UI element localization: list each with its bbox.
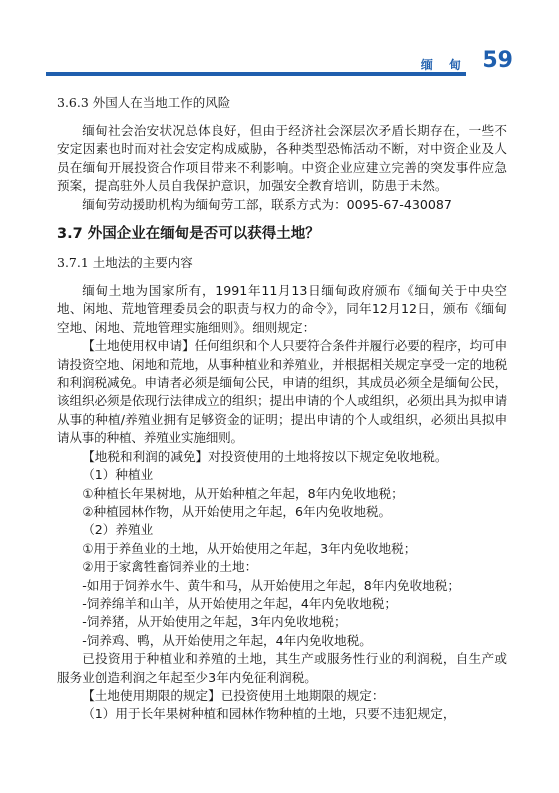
list-item-cattle: -如用于饲养水牛、黄牛和马，从开始使用之年起，8年内免收地税； — [82, 577, 460, 593]
list-item-sheep: -饲养绵羊和山羊，从开始使用之年起，4年内免收地税； — [82, 595, 397, 611]
list-item-fruit-trees: ①种植长年果树地，从开始种植之年起，8年内免收地税； — [82, 485, 404, 501]
paragraph-labor-contact: 缅甸劳动援助机构为缅甸劳工部，联系方式为：0095-67-430087 — [82, 196, 452, 212]
heading-3-6-3: 3.6.3 外国人在当地工作的风险 — [57, 95, 231, 110]
heading-3-7: 3.7 外国企业在缅甸是否可以获得土地？ — [57, 226, 320, 243]
paragraph-land-law: 缅甸土地为国家所有，1991年11月13日缅甸政府颁布《缅甸关于中央空地、闲地、荒地管理委员会的职责与权力的命令》，同年12月12日，颁布《缅甸空地、闲地、荒地管理实施细则》。细则规定： — [57, 283, 507, 335]
list-item-livestock: ②用于家禽牲畜饲养业的土地： — [82, 559, 258, 575]
paragraph-profit-tax: 已投资用于种植业和养殖的土地，其生产或服务性行业的利润税，自生产或服务业创造利润之年起至少3年内免征利润税。 — [57, 651, 507, 685]
list-item-garden-crops: ②种植园林作物，从开始使用之年起，6年内免收地税。 — [82, 503, 392, 519]
paragraph-term-item-1: （1）用于长年果树种植和园林作物种植的土地，只要不违犯规定， — [82, 706, 456, 722]
page-content — [57, 94, 507, 724]
list-item-breeding: （2）养殖业 — [82, 522, 154, 538]
page-header — [46, 42, 513, 90]
heading-3-7-1: 3.7.1 土地法的主要内容 — [57, 255, 193, 271]
paragraph-tax-exemption: 【地税和利润的减免】对投资使用的土地将按以下规定免收地税。 — [82, 448, 448, 464]
list-item-poultry: -饲养鸡、鸭，从开始使用之年起，4年内免收地税。 — [82, 632, 372, 648]
page-number: 59 — [482, 48, 513, 73]
list-item-planting: （1）种植业 — [82, 467, 154, 483]
header-rule — [46, 72, 466, 76]
list-item-pigs: -饲养猪，从开始使用之年起，3年内免收地税； — [82, 614, 347, 630]
paragraph-security: 缅甸社会治安状况总体良好，但由于经济社会深层次矛盾长期存在，一些不安定因素也时而对社会安定构成威胁，各种类型恐怖活动不断，对中资企业及人员在缅甸开展投资合作项目带来不利影响。中资企业应建立完善的突发事件应急预案，提高驻外人员自我保护意识，加强安全教育培训，防患于未然。 — [57, 123, 507, 194]
header-title: 缅 甸 — [420, 58, 467, 72]
list-item-fish: ①用于养鱼业的土地，从开始使用之年起，3年内免收地税； — [82, 540, 417, 556]
paragraph-land-use-application: 【土地使用权申请】任何组织和个人只要符合条件并履行必要的程序，均可申请投资空地、闲地和荒地，从事种植业和养殖业，并根据相关规定享受一定的地税和利润税减免。申请者必须是缅甸公民，申请的组织，其成员必须全是缅甸公民，该组织必须是依现行法律成立的组织；提出申请的个人或组织，必须出具为拟申请从事的种植/养殖业拥有足够资金的证明；提出申请的个人或组织，必须出具拟申请从事的种植、养殖业实施细则。 — [57, 338, 507, 446]
paragraph-land-term: 【土地使用期限的规定】已投资使用土地期限的规定： — [82, 687, 385, 703]
